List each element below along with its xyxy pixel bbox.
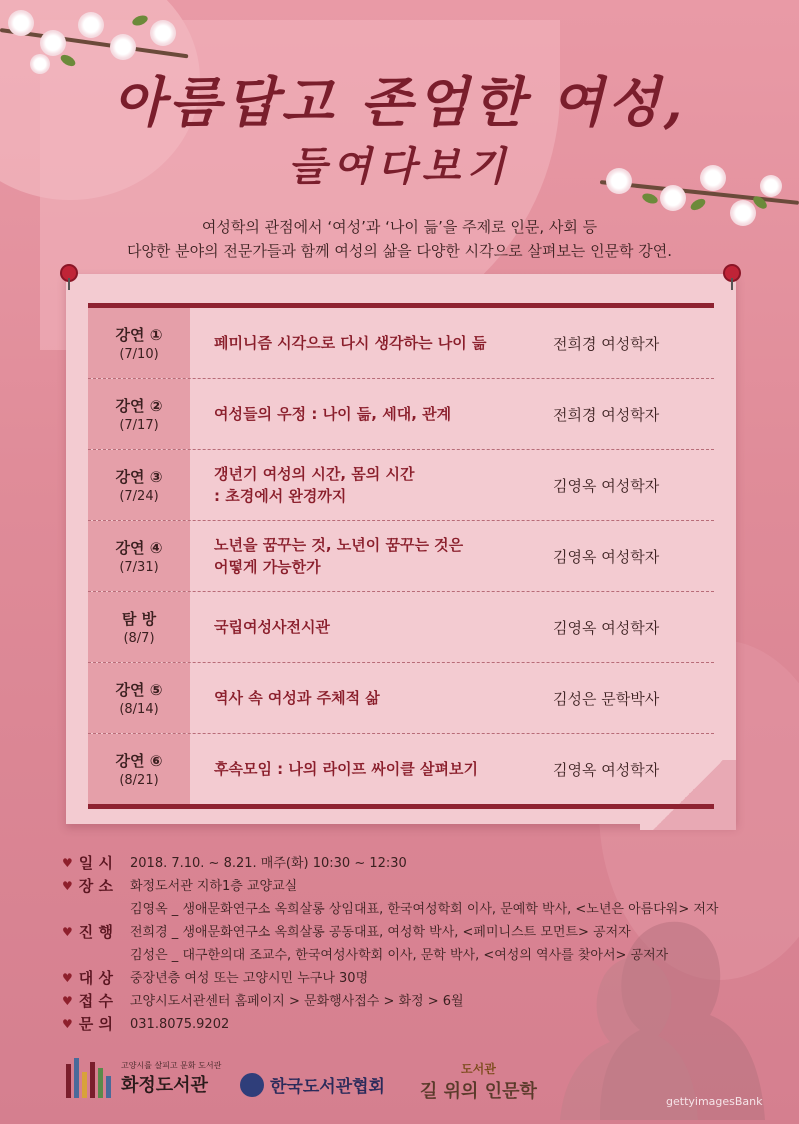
info-value (130, 967, 752, 990)
session-cell (88, 308, 190, 378)
logo-name: 한국도서관협회 (270, 1077, 385, 1097)
hwajeong-library-logo (66, 1058, 221, 1098)
info-line: 2018. 7.10. ~ 8.21. 매주(화) 10:30 ~ 12:30 (130, 856, 407, 871)
session-title (190, 663, 549, 733)
info-key (62, 898, 130, 967)
logo-name: 길 위의 인문학 (420, 1081, 537, 1102)
session-date: (7/17) (119, 418, 159, 433)
session-label: 강연 ④ (115, 539, 163, 557)
image-credit: gettyimagesBank (666, 1095, 763, 1108)
session-title (190, 592, 549, 662)
logo-subtext: 도서관 (461, 1062, 496, 1076)
info-row (62, 898, 752, 967)
pin-icon (62, 266, 76, 280)
session-title-line: 갱년기 여성의 시간, 몸의 시간 (214, 465, 415, 483)
session-label: 강연 ③ (115, 468, 163, 486)
session-title-line: 후속모임 : 나의 라이프 싸이클 살펴보기 (214, 760, 478, 778)
footer-logos (0, 1058, 799, 1118)
session-date: (7/24) (119, 489, 159, 504)
info-row (62, 990, 752, 1013)
event-info (62, 852, 752, 1036)
session-title-line: 페미니즘 시각으로 다시 생각하는 나이 듦 (214, 334, 487, 352)
session-cell (88, 734, 190, 804)
page-subtitle: 들여다보기 (287, 143, 512, 190)
info-key-text: 장 소 (78, 877, 113, 895)
info-line: 김영옥 _ 생애문화연구소 옥희살롱 상임대표, 한국여성학회 이사, 문예학 박사, <노년은 아름다워> 저자 (130, 902, 719, 917)
info-key-text: 진 행 (78, 923, 113, 941)
session-label: 강연 ② (115, 397, 163, 415)
session-speaker: 김영옥 여성학자 (553, 760, 660, 779)
info-key (62, 967, 130, 990)
table-row (88, 379, 714, 450)
heart-icon: ♥ (62, 971, 73, 985)
session-title-line: 여성들의 우정 : 나이 듦, 세대, 관계 (214, 405, 452, 423)
heart-icon: ♥ (62, 879, 73, 893)
table-row (88, 521, 714, 592)
session-title-line: 어떻게 가능한가 (214, 558, 321, 576)
session-label: 강연 ① (115, 326, 163, 344)
info-key (62, 1013, 130, 1036)
info-key (62, 990, 130, 1013)
schedule-table (88, 303, 714, 809)
info-key (62, 875, 130, 898)
logo-name: 화정도서관 (121, 1074, 208, 1096)
session-title-line: : 초경에서 완경까지 (214, 487, 347, 505)
session-speaker: 전희경 여성학자 (553, 334, 660, 353)
intro-line: 다양한 분야의 전문가들과 함께 여성의 삶을 다양한 시각으로 살펴보는 인문학 강연. (126, 242, 673, 260)
table-bottom-rule (88, 804, 714, 809)
seal-icon (240, 1073, 264, 1097)
session-cell (88, 521, 190, 591)
session-label: 탐 방 (121, 610, 157, 628)
info-value (130, 852, 752, 875)
info-value (130, 1013, 752, 1036)
library-bars-icon (66, 1058, 111, 1098)
info-key (62, 852, 130, 875)
info-key-text: 접 수 (78, 992, 113, 1010)
info-line: 전희경 _ 생애문화연구소 옥희살롱 공동대표, 여성학 박사, <페미니스트 모먼트> 공저자 (130, 925, 631, 940)
info-row (62, 852, 752, 875)
info-line: 031.8075.9202 (130, 1017, 230, 1032)
info-key-text: 일 시 (78, 854, 113, 872)
session-date: (8/7) (123, 631, 155, 646)
logo-subtext: 고양시를 살피고 문화 도서관 (121, 1060, 222, 1070)
session-speaker: 김영옥 여성학자 (553, 476, 660, 495)
session-date: (8/14) (119, 702, 159, 717)
info-value (130, 990, 752, 1013)
session-speaker: 김성은 문학박사 (553, 689, 660, 708)
intro-line: 여성학의 관점에서 ‘여성’과 ‘나이 듦’을 주제로 인문, 사회 등 (201, 218, 598, 236)
table-row (88, 663, 714, 734)
info-row (62, 875, 752, 898)
info-key-text: 대 상 (78, 969, 113, 987)
session-speaker: 전희경 여성학자 (553, 405, 660, 424)
info-row (62, 967, 752, 990)
info-key-text: 문 의 (78, 1015, 113, 1033)
table-row (88, 450, 714, 521)
session-title (190, 379, 549, 449)
humanities-logo (420, 1060, 537, 1103)
info-line: 고양시도서관센터 홈페이지 > 문화행사접수 > 화정 > 6월 (130, 994, 464, 1009)
heart-icon: ♥ (62, 1017, 73, 1031)
session-speaker: 김영옥 여성학자 (553, 547, 660, 566)
table-row (88, 308, 714, 379)
info-value (130, 898, 752, 967)
heart-icon: ♥ (62, 925, 73, 939)
kla-logo (240, 1072, 385, 1097)
session-speaker: 김영옥 여성학자 (553, 618, 660, 637)
session-cell (88, 379, 190, 449)
session-title (190, 450, 549, 520)
session-title (190, 308, 549, 378)
session-cell (88, 663, 190, 733)
session-cell (88, 592, 190, 662)
intro-text (0, 215, 799, 263)
session-title (190, 521, 549, 591)
table-row (88, 592, 714, 663)
session-title-line: 국립여성사전시관 (214, 618, 330, 636)
info-row (62, 1013, 752, 1036)
page-title: 아름답고 존엄한 여성, (112, 70, 687, 134)
session-title-line: 역사 속 여성과 주체적 삶 (214, 689, 380, 707)
pin-icon (725, 266, 739, 280)
session-title (190, 734, 549, 804)
session-date: (7/31) (119, 560, 159, 575)
info-value (130, 875, 752, 898)
heart-icon: ♥ (62, 856, 73, 870)
session-date: (7/10) (119, 347, 159, 362)
session-cell (88, 450, 190, 520)
info-line: 중장년층 여성 또는 고양시민 누구나 30명 (130, 971, 369, 986)
table-row (88, 734, 714, 804)
session-label: 강연 ⑤ (115, 681, 163, 699)
info-line: 화정도서관 지하1층 교양교실 (130, 879, 298, 894)
info-line: 김성은 _ 대구한의대 조교수, 한국여성사학회 이사, 문학 박사, <여성의 역사를 찾아서> 공저자 (130, 948, 669, 963)
session-label: 강연 ⑥ (115, 752, 163, 770)
heart-icon: ♥ (62, 994, 73, 1008)
session-title-line: 노년을 꿈꾸는 것, 노년이 꿈꾸는 것은 (214, 536, 464, 554)
session-date: (8/21) (119, 773, 159, 788)
